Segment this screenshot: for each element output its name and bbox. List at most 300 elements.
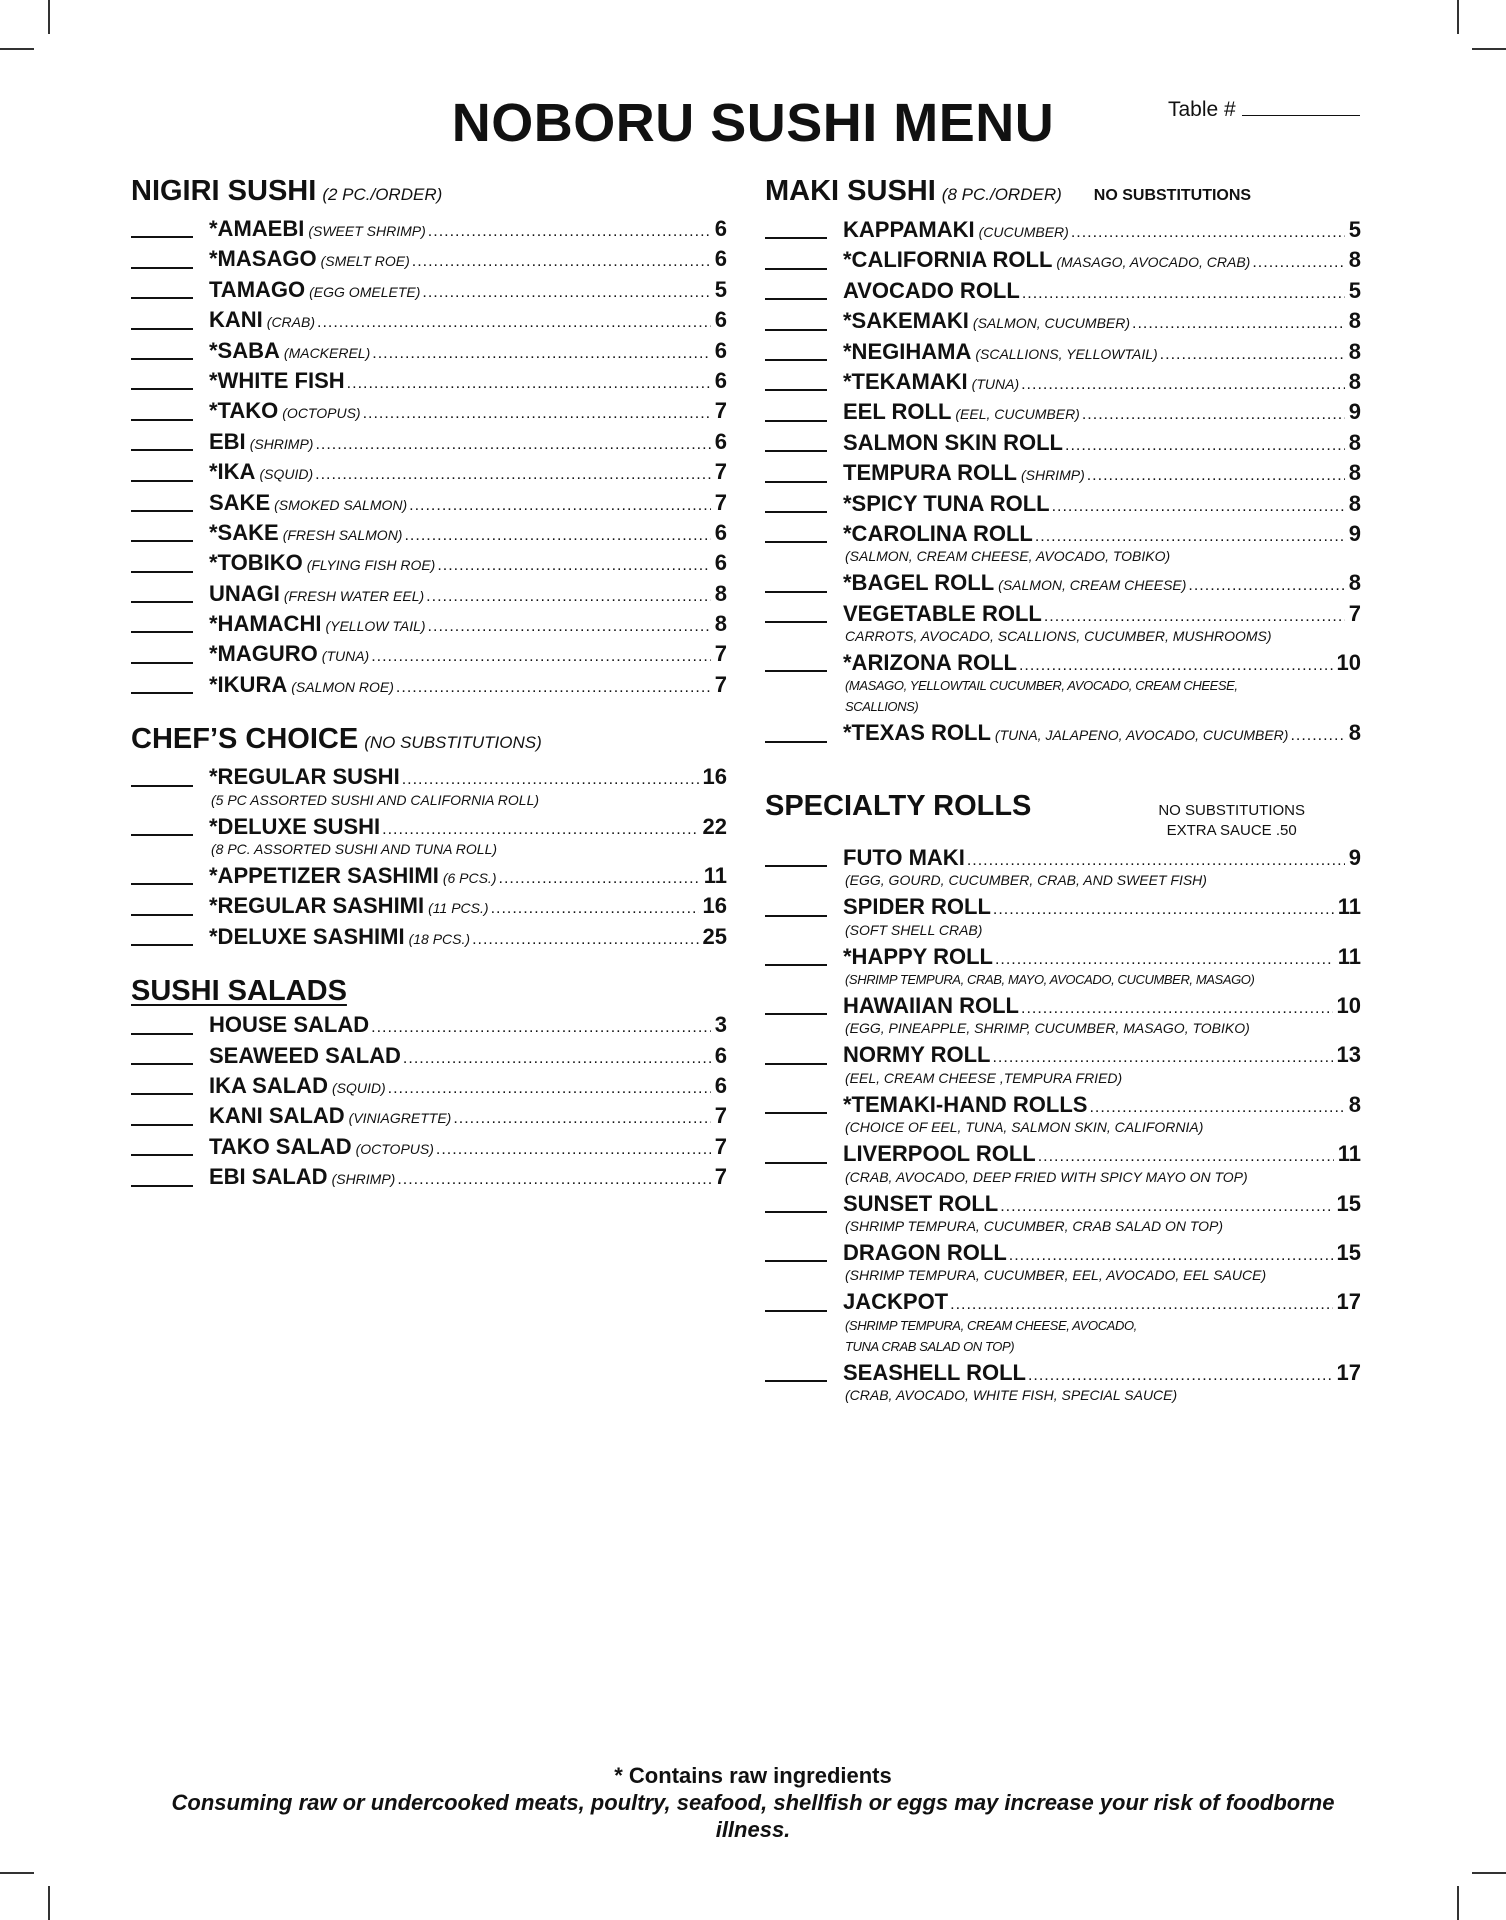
menu-item (131, 214, 727, 244)
item-ingredients: (SHRIMP TEMPURA, CRAB, MAYO, AVOCADO, CUCUMBER, MASAGO) (845, 972, 1255, 988)
item-price: 8 (1348, 338, 1361, 364)
item-price: 11 (1337, 894, 1361, 920)
quantity-blank[interactable] (765, 1191, 827, 1213)
quantity-blank[interactable] (765, 1043, 827, 1065)
item-price: 25 (702, 923, 727, 949)
item-name: SALMON SKIN ROLL (843, 429, 1063, 455)
quantity-blank[interactable] (765, 1142, 827, 1164)
item-description: (SHRIMP) (331, 1171, 396, 1188)
menu-item (131, 670, 727, 700)
menu-item (765, 367, 1361, 397)
quantity-blank[interactable] (131, 642, 193, 664)
item-description: (SQUID) (331, 1079, 386, 1096)
item-price: 16 (702, 764, 727, 790)
section-title: MAKI SUSHI (765, 175, 936, 207)
item-price: 6 (714, 428, 727, 454)
item-name: UNAGI (209, 580, 280, 606)
specialty-list (765, 843, 1361, 1406)
item-name: NORMY ROLL (843, 1042, 991, 1068)
menu-item (765, 397, 1361, 427)
item-price: 8 (714, 580, 727, 606)
maki-list (765, 215, 1361, 749)
item-name: EBI SALAD (209, 1164, 328, 1190)
table-number-label: Table # (1168, 98, 1236, 121)
item-description: (SALMON, CUCUMBER) (972, 315, 1131, 332)
item-description: (FLYING FISH ROE) (306, 557, 436, 574)
item-name: KANI (209, 307, 263, 333)
quantity-blank[interactable] (131, 399, 193, 421)
item-name: SEASHELL ROLL (843, 1359, 1026, 1385)
item-price: 11 (1337, 943, 1361, 969)
salads-list (131, 1010, 727, 1192)
dot-leader (409, 491, 711, 521)
item-name: KANI SALAD (209, 1103, 345, 1129)
item-price: 3 (714, 1012, 727, 1038)
item-description: (SQUID) (259, 466, 314, 483)
menu-item (131, 1101, 727, 1131)
item-price: 5 (1348, 217, 1361, 242)
item-name: KAPPAMAKI (843, 217, 975, 242)
quantity-blank[interactable] (765, 339, 827, 361)
quantity-blank[interactable] (131, 894, 193, 916)
dot-leader (1188, 571, 1344, 601)
item-price: 17 (1336, 1359, 1361, 1385)
item-name: *TOBIKO (209, 550, 303, 576)
item-price: 7 (1348, 600, 1361, 626)
right-column (765, 174, 1361, 1428)
section-note: NO SUBSTITUTIONS (1158, 801, 1305, 819)
menu-item (765, 1238, 1361, 1268)
menu-item (765, 892, 1361, 922)
item-ingredients: (EEL, CREAM CHEESE ,TEMPURA FRIED) (845, 1069, 1123, 1086)
item-description: (TUNA) (971, 375, 1020, 392)
item-name: *TEXAS ROLL (843, 720, 991, 746)
quantity-blank[interactable] (765, 521, 827, 543)
item-ingredients: (CHOICE OF EEL, TUNA, SALMON SKIN, CALIFORNIA) (845, 1119, 1204, 1136)
item-ingredients: (SOFT SHELL CRAB) (845, 921, 983, 938)
item-name: *AMAEBI (209, 216, 305, 241)
dot-leader (436, 1135, 711, 1165)
item-price: 13 (1336, 1042, 1361, 1068)
item-price: 8 (1348, 368, 1361, 394)
item-name: *SAKE (209, 519, 279, 545)
section-title: SUSHI SALADS (131, 975, 347, 1008)
quantity-blank[interactable] (131, 814, 193, 836)
quantity-blank[interactable] (765, 845, 827, 867)
quantity-blank[interactable] (131, 490, 193, 512)
quantity-blank[interactable] (131, 1104, 193, 1126)
item-description: (YELLOW TAIL) (325, 618, 426, 635)
quantity-blank[interactable] (765, 721, 827, 743)
menu-item (131, 1010, 727, 1040)
dot-leader (1082, 400, 1345, 430)
quantity-blank[interactable] (131, 308, 193, 330)
quantity-blank[interactable] (131, 368, 193, 390)
menu-item (131, 891, 727, 921)
crop-mark (1472, 1872, 1506, 1874)
crop-mark (1457, 1886, 1459, 1920)
item-name: *HAMACHI (209, 611, 322, 637)
menu-item (131, 861, 727, 891)
item-name: *IKA (209, 459, 256, 485)
item-description: (MASAGO, AVOCADO, CRAB) (1056, 254, 1251, 271)
item-name: *SAKEMAKI (843, 308, 969, 334)
quantity-blank[interactable] (131, 338, 193, 360)
section-subtitle: (2 PC./ORDER) (322, 185, 443, 204)
nigiri-list (131, 214, 727, 700)
item-price: 8 (714, 611, 727, 637)
item-name: *TEMAKI-HAND ROLLS (843, 1091, 1088, 1117)
item-description: (MACKEREL) (283, 344, 371, 361)
quantity-blank[interactable] (131, 1073, 193, 1095)
item-ingredients: (SALMON, CREAM CHEESE, AVOCADO, TOBIKO) (845, 548, 1171, 565)
dot-leader (1065, 431, 1345, 461)
menu-item (131, 1162, 727, 1192)
dot-leader (453, 1104, 710, 1134)
menu-item (765, 843, 1361, 873)
quantity-blank[interactable] (131, 520, 193, 542)
quantity-blank[interactable] (765, 217, 827, 239)
item-name: JACKPOT (843, 1289, 949, 1315)
dot-leader (371, 642, 711, 672)
section-title: SPECIALTY ROLLS (765, 789, 1032, 822)
page-title: NOBORU SUSHI MENU (451, 93, 1055, 153)
quantity-blank[interactable] (131, 863, 193, 885)
quantity-blank[interactable] (131, 551, 193, 573)
menu-item (131, 1132, 727, 1162)
section-subtitle: (8 PC./ORDER) (941, 185, 1062, 204)
dot-leader (437, 551, 710, 581)
item-description: (TUNA, JALAPENO, AVOCADO, CUCUMBER) (994, 727, 1289, 744)
crop-mark (0, 48, 34, 50)
item-name: HAWAIIAN ROLL (843, 993, 1019, 1019)
menu-item (131, 518, 727, 548)
menu-item (131, 1071, 727, 1101)
menu-item (131, 762, 727, 792)
section-header (765, 174, 1361, 213)
quantity-blank[interactable] (765, 278, 827, 300)
item-name: DRAGON ROLL (843, 1239, 1007, 1265)
quantity-blank[interactable] (131, 1043, 193, 1065)
item-description: (SHRIMP) (249, 435, 314, 452)
menu-item (765, 428, 1361, 458)
item-name: *SABA (209, 337, 280, 363)
quantity-blank[interactable] (765, 993, 827, 1015)
menu-item (131, 1041, 727, 1071)
item-price: 5 (714, 276, 727, 302)
item-description: (SCALLIONS, YELLOWTAIL) (975, 345, 1158, 362)
dot-leader (499, 864, 700, 894)
item-ingredients: (SHRIMP TEMPURA, CUCUMBER, CRAB SALAD ON TOP) (845, 1217, 1224, 1234)
consumption-warning: Consuming raw or undercooked meats, poultry, seafood, shellfish or eggs may increase your risk of foodborne illness. (171, 1790, 1335, 1842)
item-price: 7 (714, 641, 727, 667)
quantity-blank[interactable] (765, 571, 827, 593)
item-description: (FRESH WATER EEL) (283, 587, 425, 604)
item-price: 7 (714, 398, 727, 424)
menu-item (131, 396, 727, 426)
dot-leader (372, 339, 710, 369)
quantity-blank[interactable] (131, 581, 193, 603)
item-description: (6 PCS.) (442, 870, 497, 887)
item-name: TAMAGO (209, 276, 306, 302)
section-title: NIGIRI SUSHI (131, 175, 317, 207)
menu-item (765, 599, 1361, 629)
item-name: *BAGEL ROLL (843, 570, 995, 596)
quantity-blank[interactable] (131, 1165, 193, 1187)
dot-leader (491, 894, 699, 924)
menu-item (131, 244, 727, 274)
quantity-blank[interactable] (765, 430, 827, 452)
chefs-choice-section (131, 722, 727, 952)
item-name: TEMPURA ROLL (843, 460, 1017, 486)
menu-item (765, 519, 1361, 549)
item-name: IKA SALAD (209, 1072, 328, 1098)
item-name: *SPICY TUNA ROLL (843, 490, 1050, 516)
quantity-blank[interactable] (131, 460, 193, 482)
item-ingredients: (CRAB, AVOCADO, WHITE FISH, SPECIAL SAUCE) (845, 1387, 1178, 1404)
item-price: 10 (1336, 993, 1361, 1019)
item-price: 10 (1336, 650, 1361, 676)
item-description: (CRAB) (266, 314, 316, 331)
item-name: *REGULAR SUSHI (209, 764, 400, 790)
quantity-blank[interactable] (131, 216, 193, 238)
menu-item (131, 427, 727, 457)
menu-item (131, 579, 727, 609)
menu-item (765, 1189, 1361, 1219)
menu-item (765, 458, 1361, 488)
item-price: 7 (714, 1164, 727, 1190)
item-name: *CALIFORNIA ROLL (843, 247, 1053, 273)
menu-item (765, 1139, 1361, 1169)
item-price: 6 (714, 519, 727, 545)
quantity-blank[interactable] (765, 895, 827, 917)
dot-leader (1071, 218, 1345, 248)
quantity-blank[interactable] (131, 1134, 193, 1156)
dot-leader (347, 369, 711, 399)
menu-item (131, 275, 727, 305)
item-name: *HAPPY ROLL (843, 943, 993, 969)
quantity-blank[interactable] (765, 1360, 827, 1382)
item-name: *DELUXE SASHIMI (209, 923, 405, 949)
item-ingredients: (SHRIMP TEMPURA, CUCUMBER, EEL, AVOCADO, EEL SAUCE) (845, 1267, 1267, 1284)
menu-item (765, 245, 1361, 275)
dot-leader (363, 399, 711, 429)
crop-mark (48, 1886, 50, 1920)
crop-mark (1472, 48, 1506, 50)
item-description: (SMELT ROE) (320, 253, 410, 270)
item-ingredients: (8 PC. ASSORTED SUSHI AND TUNA ROLL) (211, 841, 498, 858)
quantity-blank[interactable] (765, 650, 827, 672)
crop-mark (1457, 0, 1459, 34)
quantity-blank[interactable] (765, 400, 827, 422)
footer (0, 1762, 1506, 1843)
item-description: (SMOKED SALMON) (274, 496, 408, 513)
item-price: 22 (702, 813, 727, 839)
quantity-blank[interactable] (765, 1092, 827, 1114)
dot-leader (422, 278, 710, 308)
quantity-blank[interactable] (131, 429, 193, 451)
item-price: 16 (702, 893, 727, 919)
menu-item (131, 488, 727, 518)
salads-section (131, 974, 727, 1192)
section-header (131, 974, 727, 1008)
item-name: *TEKAMAKI (843, 368, 968, 394)
item-description: (VINIAGRETTE) (348, 1110, 452, 1127)
item-description: (TUNA) (321, 648, 370, 665)
dot-leader (1252, 248, 1344, 278)
table-number-field[interactable] (1168, 98, 1360, 122)
menu-item (131, 457, 727, 487)
item-ingredients: (SHRIMP TEMPURA, CREAM CHEESE, AVOCADO, TUNA CRAB SALAD ON TOP) (845, 1317, 1137, 1354)
menu-item (765, 1287, 1361, 1317)
quantity-blank[interactable] (131, 672, 193, 694)
dot-leader (426, 582, 711, 612)
quantity-blank[interactable] (765, 248, 827, 270)
quantity-blank[interactable] (765, 601, 827, 623)
section-notes (1158, 801, 1305, 841)
item-name: *ARIZONA ROLL (843, 650, 1017, 676)
item-description: (EGG OMELETE) (309, 283, 421, 300)
table-number-blank[interactable] (1242, 115, 1360, 116)
dot-leader (428, 612, 711, 642)
item-price: 11 (703, 863, 727, 889)
dot-leader (371, 1013, 711, 1043)
item-price: 6 (714, 1072, 727, 1098)
menu-item (131, 366, 727, 396)
left-column (131, 174, 727, 1215)
item-ingredients: (EGG, GOURD, CUCUMBER, CRAB, AND SWEET FISH) (845, 872, 1207, 889)
item-name: TAKO SALAD (209, 1133, 352, 1159)
menu-item (765, 991, 1361, 1021)
item-price: 7 (714, 1133, 727, 1159)
menu-item (131, 305, 727, 335)
dot-leader (1022, 279, 1345, 309)
item-description: (SALMON, CREAM CHEESE) (998, 577, 1187, 594)
section-note: NO SUBSTITUTIONS (1093, 187, 1252, 204)
item-price: 8 (1348, 490, 1361, 516)
item-description: (18 PCS.) (408, 930, 471, 947)
quantity-blank[interactable] (765, 944, 827, 966)
item-ingredients: (5 PC ASSORTED SUSHI AND CALIFORNIA ROLL) (211, 791, 540, 808)
item-name: *DELUXE SUSHI (209, 813, 381, 839)
dot-leader (993, 895, 1334, 925)
item-price: 8 (1348, 1091, 1361, 1117)
dot-leader (412, 247, 711, 277)
dot-leader (1290, 721, 1344, 751)
section-note: EXTRA SAUCE .50 (1166, 821, 1297, 839)
item-name: EEL ROLL (843, 399, 952, 425)
menu-item (131, 639, 727, 669)
item-price: 6 (714, 246, 727, 272)
item-price: 11 (1337, 1141, 1361, 1167)
item-description: (EEL, CUCUMBER) (955, 406, 1080, 423)
quantity-blank[interactable] (131, 765, 193, 787)
crop-mark (0, 1872, 34, 1874)
item-description: (11 PCS.) (428, 900, 489, 917)
dot-leader (1160, 340, 1345, 370)
item-price: 7 (714, 459, 727, 485)
item-price: 6 (714, 550, 727, 576)
crop-mark (48, 0, 50, 34)
item-price: 7 (714, 671, 727, 697)
item-name: *MAGURO (209, 641, 318, 667)
menu-item (765, 489, 1361, 519)
item-name: HOUSE SALAD (209, 1012, 370, 1038)
item-name: FUTO MAKI (843, 844, 965, 870)
maki-section (765, 174, 1361, 749)
item-name: SEAWEED SALAD (209, 1042, 401, 1068)
item-name: AVOCADO ROLL (843, 277, 1020, 303)
quantity-blank[interactable] (765, 491, 827, 513)
item-description: (SWEET SHRIMP) (308, 223, 426, 239)
menu-item (765, 718, 1361, 748)
dot-leader (317, 308, 711, 338)
item-description: (SHRIMP) (1020, 467, 1085, 484)
menu-item (131, 609, 727, 639)
dot-leader (388, 1074, 711, 1104)
item-name: *APPETIZER SASHIMI (209, 863, 439, 889)
quantity-blank[interactable] (131, 924, 193, 946)
menu-item (765, 337, 1361, 367)
dot-leader (404, 521, 710, 551)
menu-item (765, 276, 1361, 306)
item-name: *MASAGO (209, 246, 317, 272)
dot-leader (428, 217, 711, 247)
quantity-blank[interactable] (131, 611, 193, 633)
item-name: *CAROLINA ROLL (843, 520, 1033, 546)
menu-item (131, 548, 727, 578)
item-description: (CUCUMBER) (978, 224, 1069, 240)
item-price: 15 (1336, 1239, 1361, 1265)
item-price: 8 (1348, 570, 1361, 596)
section-header (131, 174, 727, 212)
item-price: 6 (714, 216, 727, 241)
quantity-blank[interactable] (765, 1290, 827, 1312)
item-price: 5 (1348, 277, 1361, 303)
item-price: 7 (714, 489, 727, 515)
item-price: 8 (1348, 308, 1361, 334)
item-name: VEGETABLE ROLL (843, 600, 1042, 626)
item-price: 17 (1336, 1289, 1361, 1315)
dot-leader (315, 460, 711, 490)
item-name: *TAKO (209, 398, 279, 424)
quantity-blank[interactable] (765, 309, 827, 331)
item-name: *REGULAR SASHIMI (209, 893, 425, 919)
dot-leader (472, 925, 698, 955)
item-name: *NEGIHAMA (843, 338, 972, 364)
item-price: 6 (714, 337, 727, 363)
item-ingredients: (MASAGO, YELLOWTAIL CUCUMBER, AVOCADO, CREAM CHEESE, SCALLIONS) (845, 678, 1238, 715)
item-name: SAKE (209, 489, 271, 515)
item-price: 15 (1336, 1190, 1361, 1216)
dot-leader (1021, 370, 1345, 400)
dot-leader (1087, 461, 1345, 491)
dot-leader (315, 430, 710, 460)
quantity-blank[interactable] (765, 369, 827, 391)
item-price: 6 (714, 367, 727, 393)
item-price: 8 (1348, 720, 1361, 746)
quantity-blank[interactable] (765, 461, 827, 483)
menu-item (765, 648, 1361, 678)
quantity-blank[interactable] (131, 1013, 193, 1035)
menu-item (131, 922, 727, 952)
quantity-blank[interactable] (131, 277, 193, 299)
quantity-blank[interactable] (131, 247, 193, 269)
item-description: (FRESH SALMON) (282, 526, 403, 543)
item-name: SPIDER ROLL (843, 894, 991, 920)
menu-item (765, 1358, 1361, 1388)
quantity-blank[interactable] (765, 1240, 827, 1262)
